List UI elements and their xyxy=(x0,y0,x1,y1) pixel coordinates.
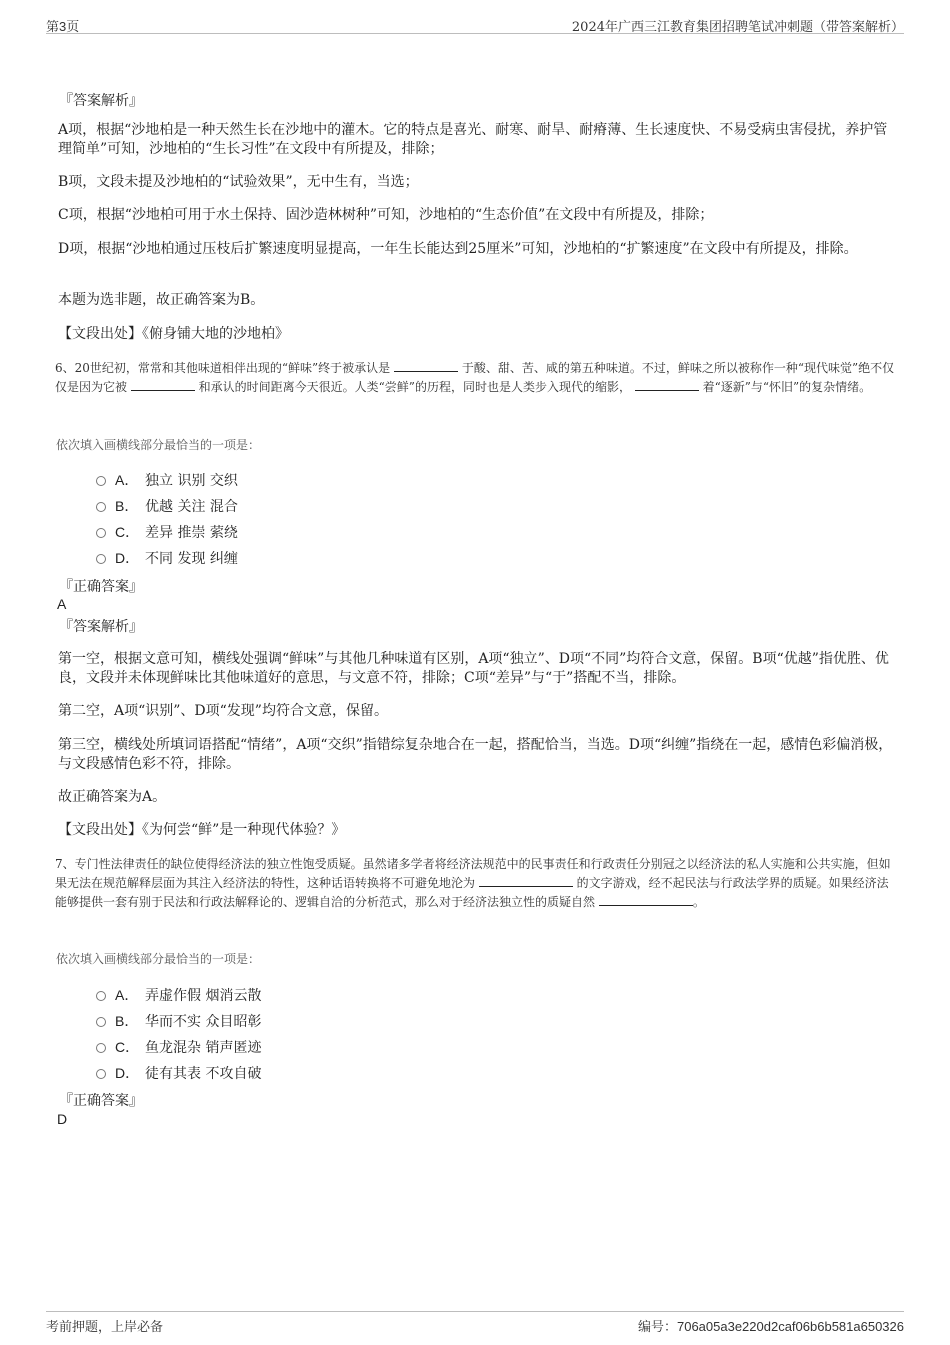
q6-option-c[interactable]: C． 差异 推崇 萦绕 xyxy=(96,522,238,542)
radio-icon[interactable] xyxy=(96,476,106,486)
correct-answer-label: 『正确答案』 xyxy=(59,1093,143,1109)
q6-conclusion: 故正确答案为A。 xyxy=(58,789,167,805)
q7-option-d[interactable]: D． 徒有其表 不攻自破 xyxy=(96,1063,261,1083)
q6-option-a[interactable]: A． 独立 识别 交织 xyxy=(96,470,238,490)
text-source: 【文段出处】《俯身铺大地的沙地柏》 xyxy=(58,326,289,342)
page-footer xyxy=(46,1311,904,1334)
q7-option-a[interactable]: A． 弄虚作假 烟消云散 xyxy=(96,985,261,1005)
analysis-conclusion: 本题为选非题，故正确答案为B。 xyxy=(58,292,265,308)
blank-1 xyxy=(479,874,573,887)
correct-answer: D xyxy=(57,1111,68,1127)
correct-answer: A xyxy=(57,596,67,612)
blank-2 xyxy=(599,893,693,906)
q6-option-b[interactable]: B． 优越 关注 混合 xyxy=(96,496,238,516)
radio-icon[interactable] xyxy=(96,554,106,564)
question-6-stem: 6、20世纪初，常常和其他味道相伴出现的“鲜味”终于被承认是 于酸、甜、苦、咸的第五种味道。不过，鲜味之所以被称作一种“现代味觉”绝不仅仅是因为它被 和承认的时间距离今天很近。人类“尝鲜”的历程，同时也是人类步入现代的缩影， 着“逐新”与“怀旧”的复杂情绪。 xyxy=(55,361,895,394)
q6-analysis-3: 第三空，横线处所填词语搭配“情绪”，A项“交织”指错综复杂地合在一起，搭配恰当，当选。D项“纠缠”指绕在一起，感情色彩偏消极，与文段感情色彩不符，排除。 xyxy=(58,737,893,772)
radio-icon[interactable] xyxy=(96,1043,106,1053)
q7-option-c[interactable]: C． 鱼龙混杂 销声匿迹 xyxy=(96,1037,261,1057)
blank-3 xyxy=(635,378,699,391)
question-7-prompt: 依次填入画横线部分最恰当的一项是： xyxy=(56,952,261,966)
document-title: 2024年广西三江教育集团招聘笔试冲刺题（带答案解析） xyxy=(571,20,904,35)
analysis-label: 『答案解析』 xyxy=(59,619,143,635)
analysis-a: A项，根据“沙地柏是一种天然生长在沙地中的灌木。它的特点是喜光、耐寒、耐旱、耐瘠薄、生长速度快、不易受病虫害侵扰，养护管理简单”可知，沙地柏的“生长习性”在文段中有所提及，排除； xyxy=(58,122,888,157)
q6-option-d[interactable]: D． 不同 发现 纠缠 xyxy=(96,548,238,568)
footer-slogan: 考前押题，上岸必备 xyxy=(46,1320,164,1335)
page-header xyxy=(46,14,904,34)
page-number: 第3页 xyxy=(46,19,80,34)
q7-option-b[interactable]: B． 华而不实 众目昭彰 xyxy=(96,1011,261,1031)
analysis-label: 『答案解析』 xyxy=(59,93,143,109)
document-id: 编号：706a05a3e220d2caf06b6b581a650326 xyxy=(637,1319,904,1334)
radio-icon[interactable] xyxy=(96,502,106,512)
blank-1 xyxy=(394,359,458,372)
analysis-b: B项，文段未提及沙地柏的“试验效果”，无中生有，当选； xyxy=(58,174,419,190)
radio-icon[interactable] xyxy=(96,1069,106,1079)
radio-icon[interactable] xyxy=(96,991,106,1001)
q6-analysis-1: 第一空，根据文意可知，横线处强调“鲜味”与其他几种味道有区别，A项“独立”、D项“不同”均符合文意，保留。B项“优越”指优胜、优良，文段并未体现鲜味比其他味道好的意思，与文意不符，排除；C项“差异”与“于”搭配不当，排除。 xyxy=(58,651,889,686)
q6-analysis-2: 第二空，A项“识别”、D项“发现”均符合文意，保留。 xyxy=(58,703,388,719)
radio-icon[interactable] xyxy=(96,1017,106,1027)
question-7-stem: 7、专门性法律责任的缺位使得经济法的独立性饱受质疑。虽然诸多学者将经济法规范中的民事责任和行政责任分别冠之以经济法的私人实施和公共实施，但如果无法在规范解释层面为其注入经济法的特性，这种话语转换将不可避免地沦为 的文字游戏，经不起民法与行政法学界的质疑。如果经济法能够提供一套有别于民法和行政法解释论的、逻辑自洽的分析范式，那么对于经济法独立性的质疑自然 。 xyxy=(55,857,891,909)
radio-icon[interactable] xyxy=(96,528,106,538)
analysis-d: D项，根据“沙地柏通过压枝后扩繁速度明显提高，一年生长能达到25厘米”可知，沙地柏的“扩繁速度”在文段中有所提及，排除。 xyxy=(58,241,858,257)
blank-2 xyxy=(131,378,195,391)
question-6-prompt: 依次填入画横线部分最恰当的一项是： xyxy=(56,438,261,452)
analysis-c: C项，根据“沙地柏可用于水土保持、固沙造林树种”可知，沙地柏的“生态价值”在文段中有所提及，排除； xyxy=(58,207,714,223)
correct-answer-label: 『正确答案』 xyxy=(59,579,143,595)
q6-source: 【文段出处】《为何尝“鲜”是一种现代体验？》 xyxy=(58,822,346,838)
